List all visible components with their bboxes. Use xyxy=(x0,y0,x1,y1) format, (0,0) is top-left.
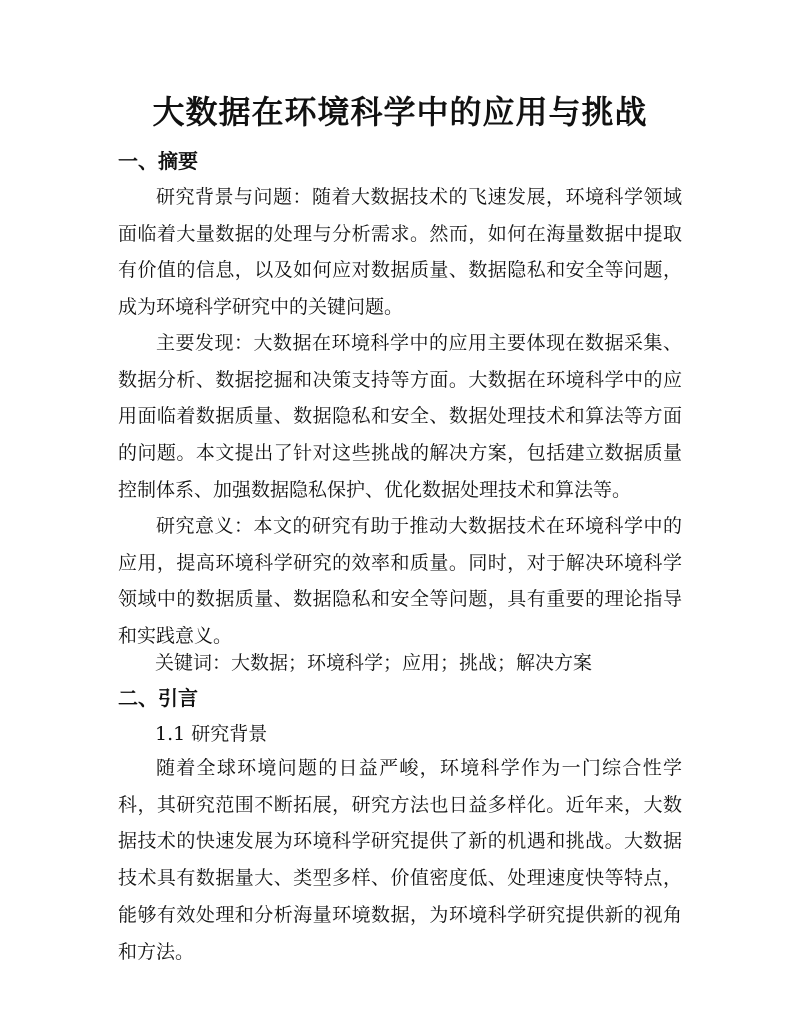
abstract-heading: 一、摘要 xyxy=(118,149,198,173)
abstract-paragraph-background: 研究背景与问题：随着大数据技术的飞速发展，环境科学领域面临着大量数据的处理与分析需求。然而，如何在海量数据中提取有价值的信息，以及如何应对数据质量、数据隐私和安全等问题，成为环境科学研究中的关键问题。 xyxy=(118,186,682,319)
abstract-paragraph-significance: 研究意义：本文的研究有助于推动大数据技术在环境科学中的应用，提高环境科学研究的效率和质量。同时，对于解决环境科学领域中的数据质量、数据隐私和安全等问题，具有重要的理论指导和实践意义。 xyxy=(118,515,682,648)
subsection-heading: 1.1 研究背景 xyxy=(155,723,268,745)
keywords-line: 关键词：大数据；环境科学；应用；挑战；解决方案 xyxy=(155,652,593,674)
document-title: 大数据在环境科学中的应用与挑战 xyxy=(152,93,648,131)
intro-paragraph: 随着全球环境问题的日益严峻，环境科学作为一门综合性学科，其研究范围不断拓展，研究方法也日益多样化。近年来，大数据技术的快速发展为环境科学研究提供了新的机遇和挑战。大数据技术具有数据量大、类型多样、价值密度低、处理速度快等特点，能够有效处理和分析海量环境数据，为环境科学研究提供新的视角和方法。 xyxy=(118,757,682,963)
abstract-paragraph-findings: 主要发现：大数据在环境科学中的应用主要体现在数据采集、数据分析、数据挖掘和决策支持等方面。大数据在环境科学中的应用面临着数据质量、数据隐私和安全、数据处理技术和算法等方面的问题。本文提出了针对这些挑战的解决方案，包括建立数据质量控制体系、加强数据隐私保护、优化数据处理技术和算法等。 xyxy=(118,332,682,501)
intro-heading: 二、引言 xyxy=(118,686,198,710)
